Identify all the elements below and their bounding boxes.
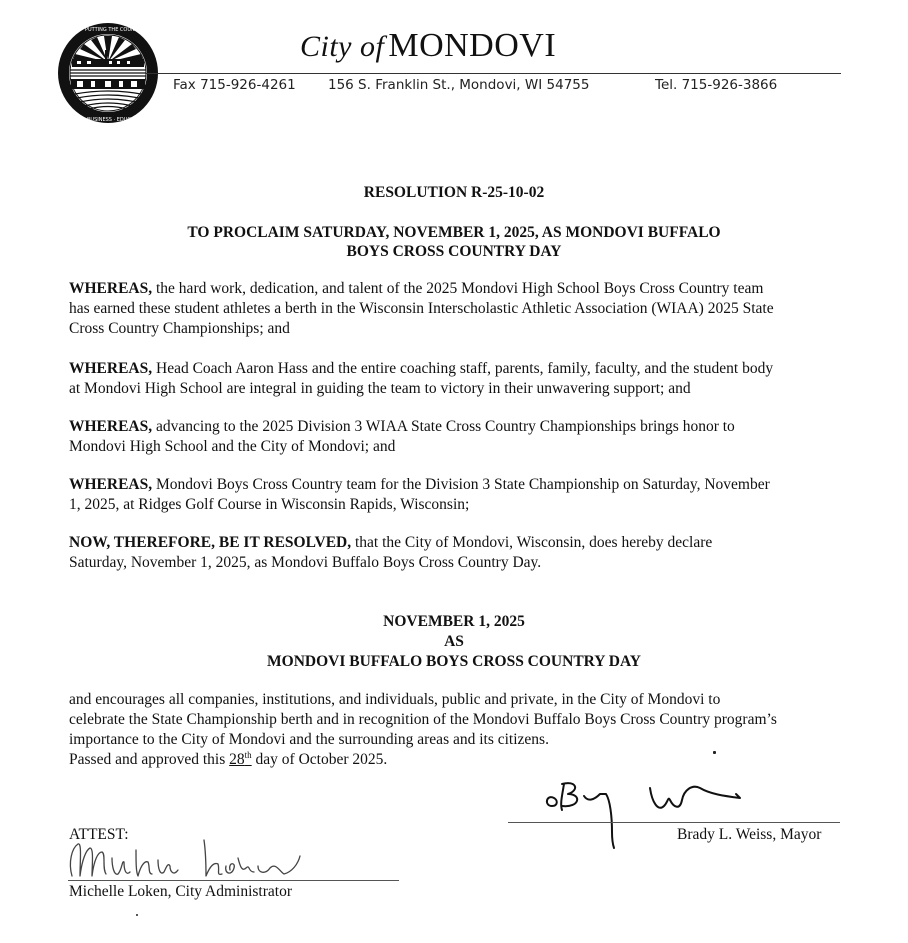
mayor-signature-icon bbox=[540, 776, 780, 856]
proclamation-block bbox=[0, 612, 908, 672]
svg-text:PUTTING THE COUNTRY: PUTTING THE COUNTRY bbox=[85, 27, 145, 33]
paragraph-line: Head Coach Aaron Hass and the entire coaching staff, parents, family, faculty, and the student body bbox=[152, 360, 774, 377]
whereas-paragraph-1 bbox=[69, 279, 849, 339]
closing-line: and encourages all companies, institutions, and individuals, public and private, in the City of Mondovi to bbox=[69, 691, 721, 708]
scan-speck bbox=[713, 751, 716, 754]
administrator-signature-line bbox=[68, 880, 399, 881]
title-mondovi: MONDOVI bbox=[388, 27, 557, 64]
paragraph-lead: WHEREAS, bbox=[69, 360, 153, 377]
paragraph-lead: WHEREAS, bbox=[69, 476, 153, 493]
attest-label: ATTEST: bbox=[69, 826, 129, 843]
administrator-signature-icon bbox=[66, 832, 306, 884]
scan-speck bbox=[136, 914, 138, 916]
passed-day: 28th bbox=[229, 750, 252, 768]
letterhead-divider bbox=[145, 73, 841, 74]
closing-line: celebrate the State Championship berth and in recognition of the Mondovi Buffalo Boys Cross Country program’s bbox=[69, 711, 777, 728]
resolution-title bbox=[140, 223, 768, 261]
city-seal-icon bbox=[57, 22, 159, 124]
fax-number: Fax 715-926-4261 bbox=[173, 77, 296, 93]
mayor-name-title: Brady L. Weiss, Mayor bbox=[677, 826, 822, 843]
paragraph-line: the hard work, dedication, and talent of the 2025 Mondovi High School Boys Cross Country team bbox=[152, 280, 764, 297]
paragraph-line: advancing to the 2025 Division 3 WIAA State Cross Country Championships brings honor to bbox=[152, 418, 735, 435]
paragraph-line: Mondovi High School and the City of Mondovi; and bbox=[69, 438, 396, 455]
mayor-signature-line bbox=[508, 822, 840, 823]
resolution-title-line-2: BOYS CROSS COUNTRY DAY bbox=[346, 243, 562, 260]
paragraph-lead: WHEREAS, bbox=[69, 418, 153, 435]
resolution-title-line-1: TO PROCLAIM SATURDAY, NOVEMBER 1, 2025, AS MONDOVI BUFFALO bbox=[187, 224, 721, 241]
whereas-paragraph-3 bbox=[69, 417, 849, 457]
title-city-of: City of bbox=[300, 30, 385, 63]
closing-paragraph bbox=[69, 690, 849, 770]
city-name-title bbox=[300, 27, 620, 73]
whereas-paragraph-4 bbox=[69, 475, 849, 515]
resolution-number: RESOLUTION R-25-10-02 bbox=[363, 184, 545, 201]
closing-line: importance to the City of Mondovi and the surrounding areas and its citizens. bbox=[69, 731, 549, 748]
svg-text:BUSINESS · EDUCATION: BUSINESS · EDUCATION bbox=[87, 117, 147, 123]
passed-approved-line: Passed and approved this 28th day of October 2025. bbox=[69, 750, 388, 768]
proclamation-as: AS bbox=[444, 633, 464, 650]
paragraph-line: Mondovi Boys Cross Country team for the Division 3 State Championship on Saturday, November bbox=[152, 476, 770, 493]
paragraph-lead: WHEREAS, bbox=[69, 280, 153, 297]
paragraph-line: Saturday, November 1, 2025, as Mondovi Buffalo Boys Cross Country Day. bbox=[69, 554, 542, 571]
paragraph-line: 1, 2025, at Ridges Golf Course in Wisconsin Rapids, Wisconsin; bbox=[69, 496, 470, 513]
whereas-paragraph-2 bbox=[69, 359, 849, 399]
resolved-paragraph bbox=[69, 533, 849, 573]
paragraph-line: at Mondovi High School are integral in guiding the team to victory in their unwavering support; and bbox=[69, 380, 691, 397]
telephone-number: Tel. 715-926-3866 bbox=[655, 77, 778, 93]
paragraph-line: has earned these student athletes a berth in the Wisconsin Interscholastic Athletic Association (WIAA) 2025 State bbox=[69, 300, 774, 317]
street-address: 156 S. Franklin St., Mondovi, WI 54755 bbox=[328, 77, 590, 93]
paragraph-line: that the City of Mondovi, Wisconsin, does hereby declare bbox=[351, 534, 713, 551]
paragraph-lead: NOW, THEREFORE, BE IT RESOLVED, bbox=[69, 534, 352, 551]
proclamation-day-name: MONDOVI BUFFALO BOYS CROSS COUNTRY DAY bbox=[267, 653, 641, 670]
proclamation-date: NOVEMBER 1, 2025 bbox=[383, 613, 525, 630]
administrator-name-title: Michelle Loken, City Administrator bbox=[69, 883, 292, 900]
paragraph-line: Cross Country Championships; and bbox=[69, 320, 290, 337]
